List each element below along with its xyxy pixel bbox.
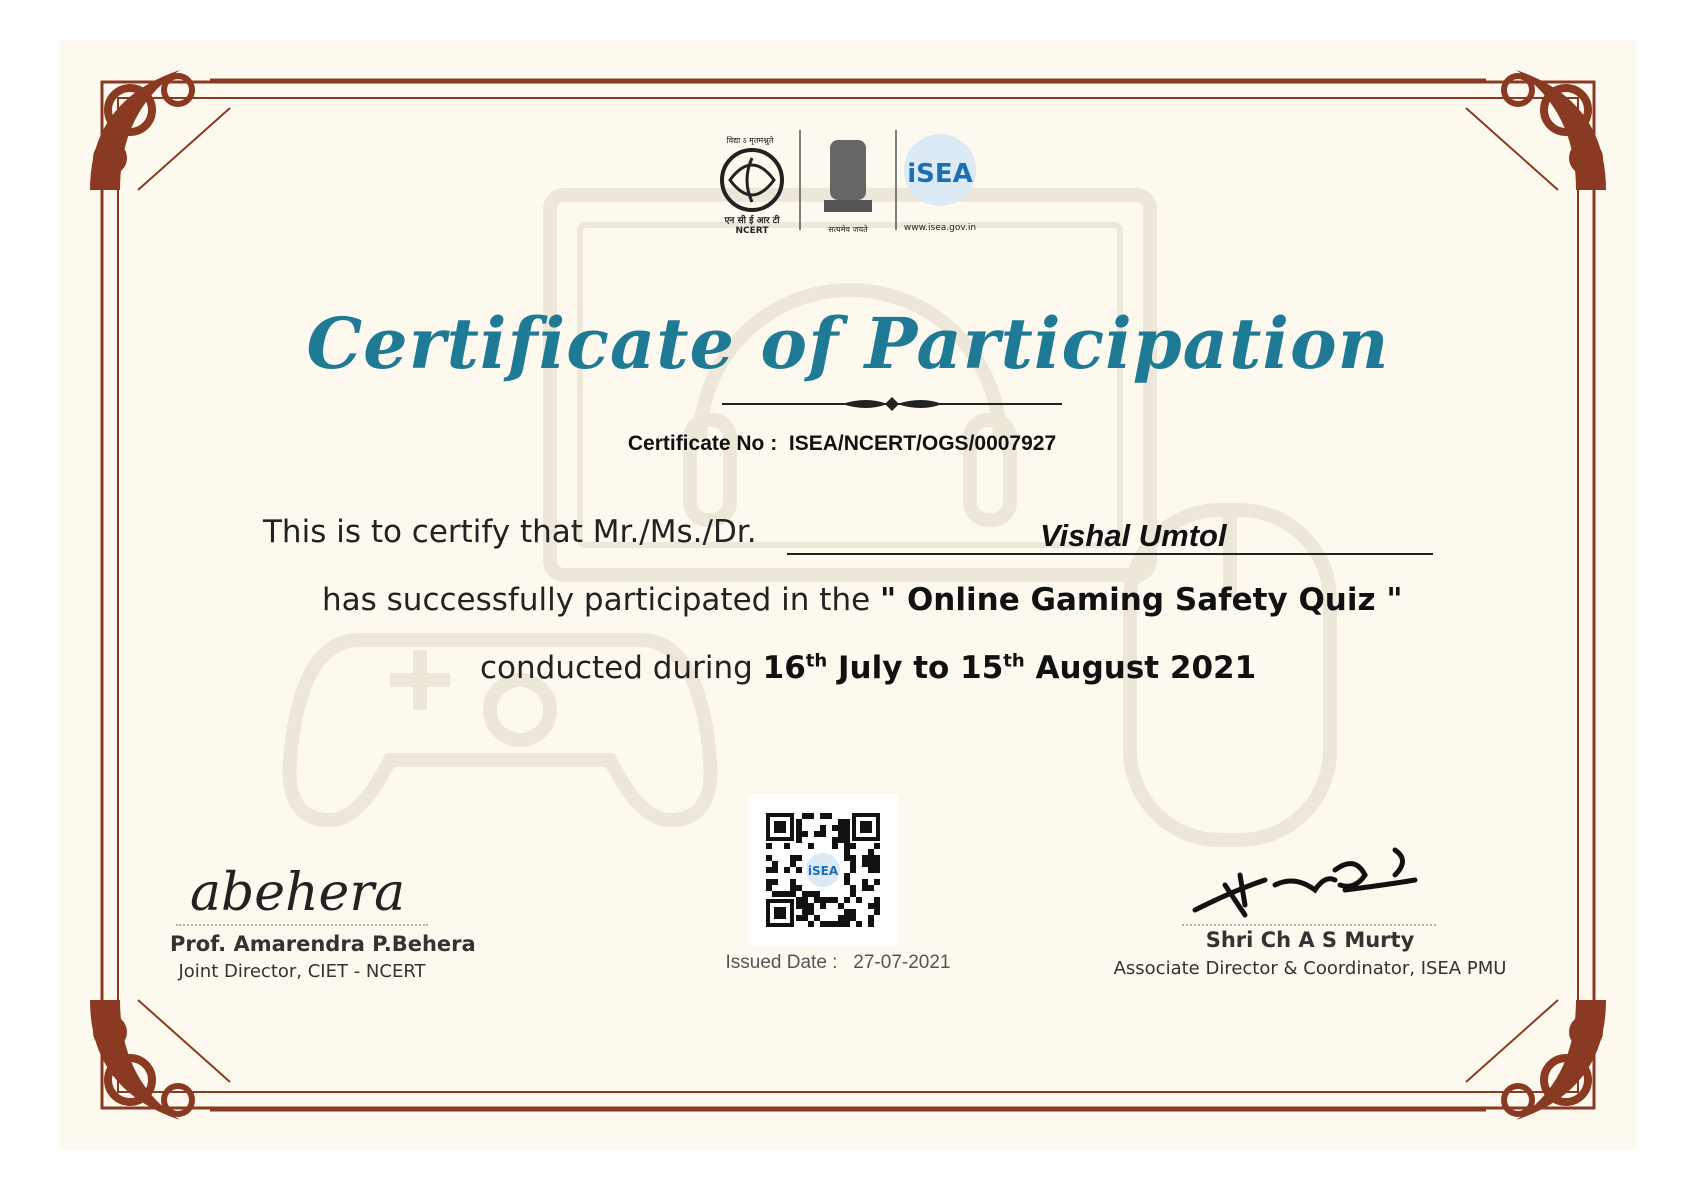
qr-module <box>784 867 790 873</box>
qr-module <box>862 885 868 891</box>
qr-module <box>868 903 874 909</box>
certificate-number-label: Certificate No : <box>627 432 778 455</box>
qr-module <box>802 897 808 903</box>
header-logos <box>60 40 1636 300</box>
qr-module <box>790 855 796 861</box>
ncert-logo <box>722 135 782 236</box>
qr-module <box>862 855 868 861</box>
qr-module <box>874 843 880 849</box>
signature-right <box>1185 840 1425 920</box>
corner-ornament-bottom-left <box>90 1000 192 1120</box>
qr-module <box>796 831 802 837</box>
isea-url: www.isea.gov.in <box>903 223 977 233</box>
duration-line <box>480 650 1256 686</box>
qr-module <box>796 855 802 861</box>
qr-module <box>868 885 874 891</box>
qr-module <box>808 921 814 927</box>
qr-module <box>802 903 808 909</box>
certificate-number-value: ISEA/NCERT/OGS/0007927 <box>788 432 1057 455</box>
qr-module <box>820 831 826 837</box>
qr-module <box>820 813 826 819</box>
qr-module <box>784 843 790 849</box>
qr-module <box>802 891 808 897</box>
qr-module <box>844 909 850 915</box>
qr-module <box>856 897 862 903</box>
qr-module <box>838 831 844 837</box>
participation-line <box>322 582 1402 618</box>
qr-module <box>796 885 802 891</box>
qr-module <box>874 897 880 903</box>
qr-module <box>820 921 826 927</box>
qr-module <box>772 867 778 873</box>
qr-module <box>868 921 874 927</box>
qr-module <box>796 837 802 843</box>
qr-module <box>790 885 796 891</box>
qr-module <box>874 855 880 861</box>
qr-module <box>838 921 844 927</box>
qr-module <box>844 897 850 903</box>
qr-module <box>844 819 850 825</box>
qr-module <box>784 891 790 897</box>
ncert-text: NCERT <box>735 226 769 236</box>
qr-module <box>832 843 838 849</box>
emblem-motto: सत्यमेव जयते <box>828 225 868 234</box>
qr-module <box>850 915 856 921</box>
duration-prefix: conducted during <box>480 650 763 686</box>
qr-module <box>844 825 850 831</box>
qr-module <box>766 855 772 861</box>
qr-module <box>808 909 814 915</box>
qr-module <box>814 915 820 921</box>
qr-module <box>766 885 772 891</box>
qr-module <box>850 843 856 849</box>
qr-module <box>802 813 808 819</box>
qr-module <box>820 903 826 909</box>
qr-module <box>766 843 772 849</box>
qr-module <box>874 909 880 915</box>
qr-module <box>868 849 874 855</box>
certificate-title: Certificate of Participation <box>306 302 1390 385</box>
qr-module <box>766 879 772 885</box>
qr-module <box>796 867 802 873</box>
qr-module <box>838 903 844 909</box>
qr-module <box>868 855 874 861</box>
qr-module <box>868 867 874 873</box>
qr-module <box>826 813 832 819</box>
qr-module <box>838 819 844 825</box>
qr-module <box>862 861 868 867</box>
qr-module <box>862 879 868 885</box>
start-month: July to <box>827 650 961 686</box>
qr-module <box>838 837 844 843</box>
certificate-number <box>0 432 1684 456</box>
qr-module <box>838 825 844 831</box>
qr-module <box>850 861 856 867</box>
qr-module <box>772 891 778 897</box>
qr-module <box>874 879 880 885</box>
signatory-left-name: Prof. Amarendra P.Behera <box>170 932 476 956</box>
qr-module <box>874 867 880 873</box>
qr-module <box>808 813 814 819</box>
qr-module <box>844 837 850 843</box>
qr-module <box>850 855 856 861</box>
qr-module <box>844 873 850 879</box>
qr-module <box>802 915 808 921</box>
qr-module <box>814 891 820 897</box>
issued-date-label: Issued Date : <box>725 952 838 973</box>
qr-module <box>790 891 796 897</box>
qr-module <box>874 861 880 867</box>
qr-module <box>832 837 838 843</box>
qr-module <box>850 909 856 915</box>
qr-module <box>844 915 850 921</box>
qr-module <box>844 843 850 849</box>
qr-module <box>844 831 850 837</box>
qr-module <box>796 819 802 825</box>
signatory-left-role: Joint Director, CIET - NCERT <box>178 961 426 982</box>
start-day: 16 <box>762 650 806 686</box>
qr-module <box>820 825 826 831</box>
end-month-year: August 2021 <box>1024 650 1257 686</box>
qr-module <box>832 897 838 903</box>
ncert-hindi-text: एन सी ई आर टी <box>724 216 780 226</box>
quiz-name: " Online Gaming Safety Quiz " <box>880 582 1403 618</box>
qr-module <box>814 897 820 903</box>
qr-module <box>802 831 808 837</box>
qr-module <box>796 897 802 903</box>
isea-logo <box>904 134 976 233</box>
qr-module <box>832 921 838 927</box>
participation-prefix: has successfully participated in the <box>322 582 881 618</box>
recipient-name: Vishal Umtol <box>1040 518 1227 553</box>
qr-module <box>832 825 838 831</box>
qr-module <box>796 825 802 831</box>
signatory-right-name: Shri Ch A S Murty <box>1205 928 1415 952</box>
qr-module <box>808 843 814 849</box>
end-day: 15 <box>960 650 1004 686</box>
qr-module <box>844 849 850 855</box>
qr-module <box>844 855 850 861</box>
qr-module <box>844 879 850 885</box>
signature-left <box>170 850 430 920</box>
qr-code <box>748 795 898 945</box>
qr-module <box>796 915 802 921</box>
qr-module <box>802 909 808 915</box>
qr-module <box>850 885 856 891</box>
signature-left-line <box>176 924 428 926</box>
signature-left-text: abehera <box>190 863 406 920</box>
qr-module <box>766 867 772 873</box>
qr-module <box>790 879 796 885</box>
qr-module <box>850 891 856 897</box>
qr-module <box>856 921 862 927</box>
qr-module <box>838 915 844 921</box>
qr-module <box>790 861 796 867</box>
certify-line: This is to certify that Mr./Ms./Dr. <box>263 514 757 550</box>
qr-module <box>778 891 784 897</box>
qr-module <box>808 891 814 897</box>
signature-right-line <box>1182 924 1436 926</box>
title-flourish <box>722 394 1062 414</box>
qr-module <box>868 861 874 867</box>
qr-module <box>868 915 874 921</box>
signatory-right-role: Associate Director & Coordinator, ISEA PMU <box>1113 958 1507 979</box>
issued-date-value: 27-07-2021 <box>853 952 951 973</box>
qr-module <box>808 903 814 909</box>
national-emblem <box>824 140 872 234</box>
qr-module <box>820 897 826 903</box>
corner-ornament-bottom-right <box>1504 1000 1606 1120</box>
isea-logo-text: iSEA <box>907 159 973 189</box>
qr-module <box>826 897 832 903</box>
start-day-suffix: th <box>805 650 828 672</box>
qr-module <box>814 831 820 837</box>
qr-module <box>796 903 802 909</box>
qr-module <box>844 921 850 927</box>
qr-module <box>772 861 778 867</box>
qr-module <box>850 867 856 873</box>
qr-module <box>772 879 778 885</box>
ncert-motto: विद्या ऽ मृतमश्नुते <box>726 136 774 145</box>
end-day-suffix: th <box>1003 650 1025 672</box>
qr-module <box>826 921 832 927</box>
qr-module <box>874 903 880 909</box>
qr-logo-text: iSEA <box>807 864 839 878</box>
